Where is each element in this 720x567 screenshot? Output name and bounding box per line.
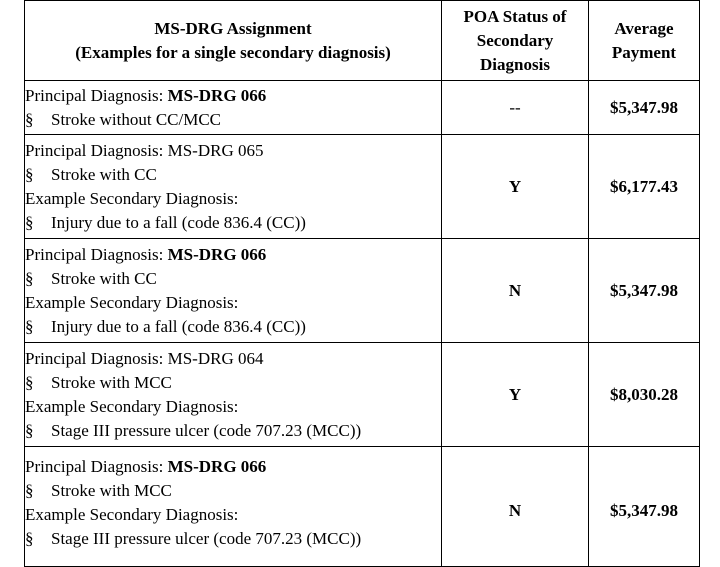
principal-label: Principal Diagnosis: <box>25 457 168 476</box>
drg-cell <box>25 447 442 567</box>
poa-cell <box>442 447 589 567</box>
principal-label: Principal Diagnosis: <box>25 244 168 264</box>
payment-cell: $8,030.28 <box>589 343 700 447</box>
table-row <box>25 343 700 447</box>
principal-line <box>25 139 441 163</box>
principal-line <box>25 347 441 371</box>
drg-table <box>24 0 700 567</box>
payment-value: $5,347.98 <box>610 500 678 520</box>
secondary-label: Example Secondary Diagnosis: <box>25 188 239 208</box>
poa-cell: Y <box>442 135 589 239</box>
principal-line <box>25 243 441 267</box>
principal-label: Principal Diagnosis: <box>25 140 168 160</box>
principal-bullet: § Stroke with MCC <box>25 479 441 503</box>
principal-bullet: § Stroke with CC <box>25 163 441 187</box>
poa-cell: N <box>442 239 589 343</box>
header-text: MS-DRG Assignment <box>154 18 312 38</box>
table-row <box>25 447 700 567</box>
principal-line <box>25 84 441 108</box>
drg-code: MS-DRG 065 <box>167 140 264 160</box>
drg-code: MS-DRG 064 <box>167 348 264 368</box>
payment-cell: $5,347.98 <box>589 239 700 343</box>
principal-label: Principal Diagnosis: <box>25 348 168 368</box>
drg-code: MS-DRG 066 <box>167 85 267 105</box>
secondary-label: Example Secondary Diagnosis: <box>25 396 239 416</box>
secondary-label: Example Secondary Diagnosis: <box>25 292 239 312</box>
secondary-bullet: § Injury due to a fall (code 836.4 (CC)) <box>25 315 441 339</box>
header-text: POA Status of <box>463 6 567 26</box>
header-average-payment <box>589 1 700 81</box>
payment-cell: $5,347.98 <box>589 81 700 135</box>
drg-code: MS-DRG 066 <box>167 244 267 264</box>
header-text: Payment <box>611 42 677 62</box>
secondary-bullet: § Injury due to a fall (code 836.4 (CC)) <box>25 211 441 235</box>
table-row <box>25 135 700 239</box>
principal-label: Principal Diagnosis: <box>25 85 168 105</box>
secondary-label: Example Secondary Diagnosis: <box>25 505 239 524</box>
principal-bullet: § Stroke with MCC <box>25 371 441 395</box>
header-text: Diagnosis <box>480 54 550 74</box>
principal-bullet: § Stroke without CC/MCC <box>25 108 441 132</box>
poa-value: N <box>508 500 522 520</box>
header-poa-status <box>442 1 589 81</box>
drg-cell <box>25 239 442 343</box>
drg-code: MS-DRG 066 <box>167 457 267 476</box>
payment-cell <box>589 447 700 567</box>
poa-cell: -- <box>442 81 589 135</box>
header-row <box>25 1 700 81</box>
secondary-bullet: § Stage III pressure ulcer (code 707.23 (MCC)) <box>25 419 441 443</box>
principal-bullet: § Stroke with CC <box>25 267 441 291</box>
drg-cell <box>25 81 442 135</box>
payment-cell: $6,177.43 <box>589 135 700 239</box>
poa-cell: Y <box>442 343 589 447</box>
secondary-bullet: § Stage III pressure ulcer (code 707.23 (MCC)) <box>25 527 441 551</box>
header-text: Secondary <box>476 30 554 50</box>
header-text: Average <box>614 18 674 38</box>
table-row <box>25 81 700 135</box>
principal-line <box>25 455 441 479</box>
header-drg-assignment <box>25 1 442 81</box>
header-text: (Examples for a single secondary diagnosis) <box>75 42 391 62</box>
drg-cell <box>25 343 442 447</box>
drg-cell <box>25 135 442 239</box>
table-row <box>25 239 700 343</box>
